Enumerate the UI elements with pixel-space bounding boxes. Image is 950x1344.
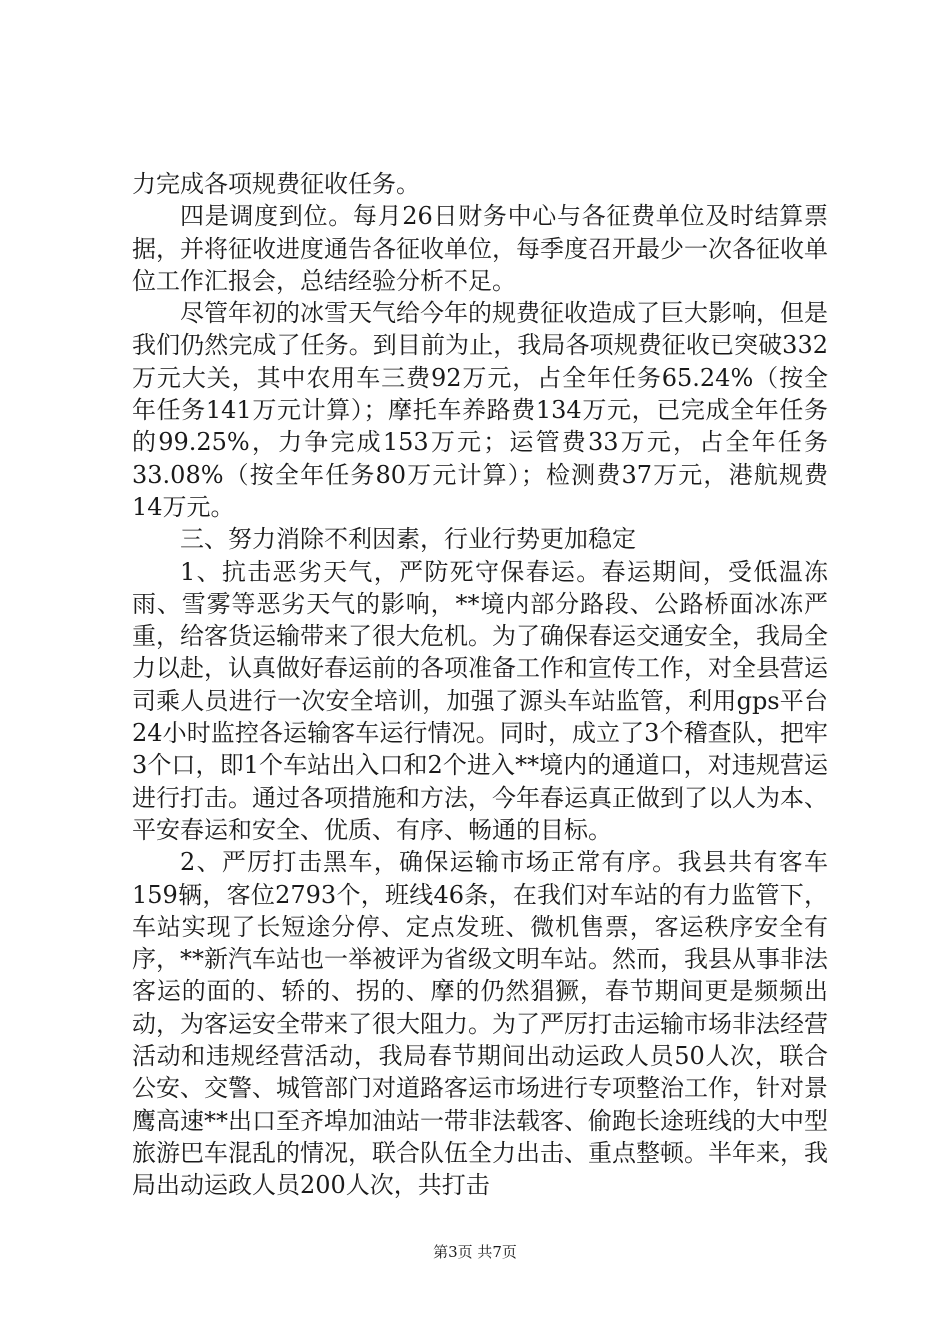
- page-number-label: 第3页 共7页: [433, 1243, 517, 1261]
- paragraph-2: 四是调度到位。每月26日财务中心与各征费单位及时结算票据，并将征收进度通告各征收单位，每季度召开最少一次各征收单位工作汇报会，总结经验分析不足。: [132, 202, 828, 295]
- paragraph-4: 1、抗击恶劣天气，严防死守保春运。春运期间，受低温冻雨、雪雾等恶劣天气的影响，**境内部分路段、公路桥面冰冻严重，给客货运输带来了很大危机。为了确保春运交通安全，我局全力以赴，认真做好春运前的各项准备工作和宣传工作，对全县营运司乘人员进行一次安全培训，加强了源头车站监管，利用gps平台24小时监控各运输客车运行情况。同时，成立了3个稽查队，把牢3个口，即1个车站出入口和2个进入**境内的通道口，对违规营运进行打击。通过各项措施和方法，今年春运真正做到了以人为本、平安春运和安全、优质、有序、畅通的目标。: [132, 557, 828, 844]
- paragraph-1: 力完成各项规费征收任务。: [132, 170, 420, 198]
- paragraph-5: 2、严厉打击黑车，确保运输市场正常有序。我县共有客车159辆，客位2793个，班线46条，在我们对车站的有力监管下，车站实现了长短途分停、定点发班、微机售票，客运秩序安全有序，**新汽车站也一举被评为省级文明车站。然而，我县从事非法客运的面的、轿的、拐的、摩的仍然猖獗，春节期间更是频频出动，为客运安全带来了很大阻力。为了严厉打击运输市场非法经营活动和违规经营活动，我局春节期间出动运政人员50人次，联合公安、交警、城管部门对道路客运市场进行专项整治工作，针对景鹰高速**出口至齐埠加油站一带非法载客、偷跑长途班线的大中型旅游巴车混乱的情况，联合队伍全力出击、重点整顿。半年来，我局出动运政人员200人次，共打击: [132, 848, 828, 1200]
- section-heading: 三、努力消除不利因素，行业行势更加稳定: [180, 525, 636, 554]
- body-text: [132, 168, 828, 1202]
- paragraph-3: 尽管年初的冰雪天气给今年的规费征收造成了巨大影响，但是我们仍然完成了任务。到目前为止，我局各项规费征收已突破332万元大关，其中农用车三费92万元，占全年任务65.24%（按全年任务141万元计算）；摩托车养路费134万元，已完成全年任务的99.25%，力争完成153万元；运管费33万元，占全年任务33.08%（按全年任务80万元计算）；检测费37万元，港航规费14万元。: [132, 299, 828, 521]
- page-footer: [0, 1241, 950, 1262]
